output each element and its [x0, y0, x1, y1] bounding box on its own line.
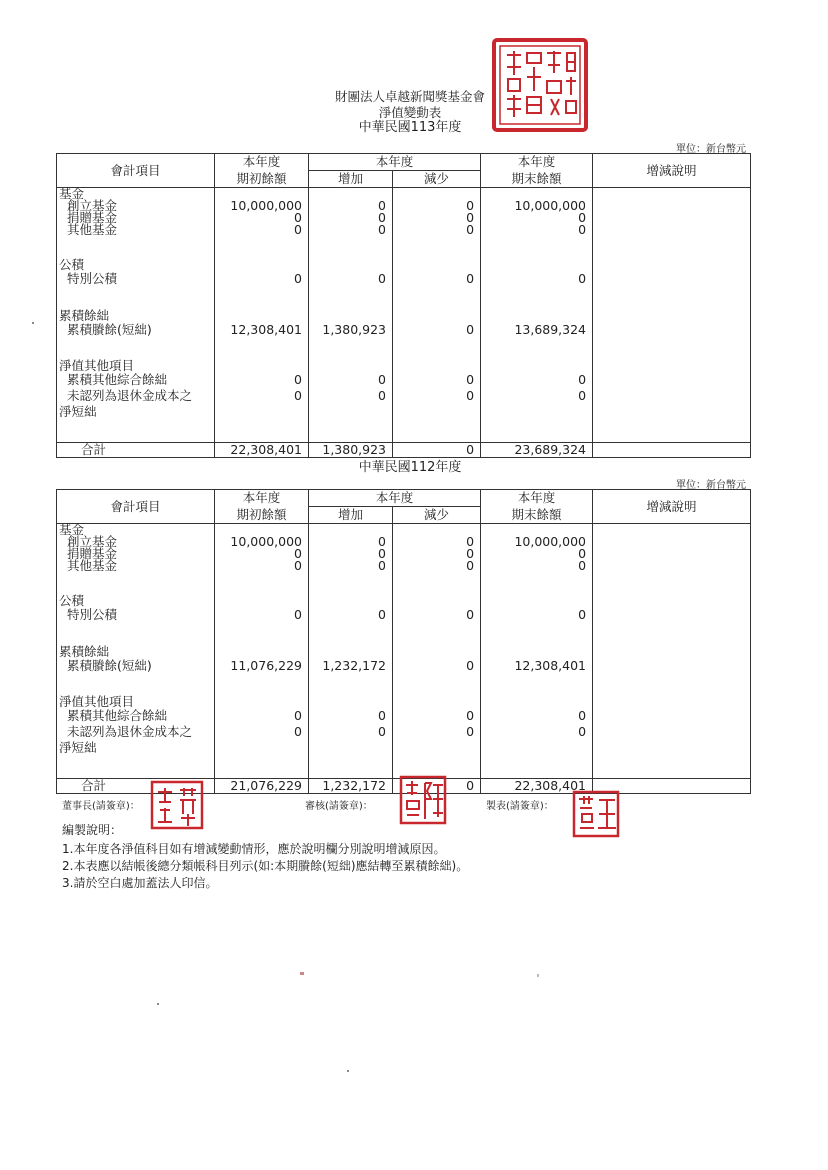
cell: 0 — [378, 724, 386, 739]
col-end-top: 本年度 — [481, 490, 593, 507]
total-cell: 23,689,324 — [481, 443, 593, 458]
label-other-comp: 累積其他綜合餘絀 — [67, 708, 168, 723]
cell: 0 — [378, 534, 386, 549]
label-pension-2: 淨短絀 — [59, 404, 97, 419]
label-surplus: 累積餘絀 — [59, 308, 110, 323]
total-cell: 22,308,401 — [481, 779, 593, 794]
col-item: 會計項目 — [57, 154, 215, 188]
cell: 0 — [294, 607, 302, 622]
unit-label: 單位：新台幣元 — [676, 144, 746, 155]
scan-speck — [300, 972, 304, 975]
chairman-signature-label: 董事長(請簽章)： — [62, 801, 140, 812]
begin-column — [215, 188, 309, 443]
preparer-signature-label: 製表(請簽章)： — [486, 801, 554, 812]
increase-column — [309, 524, 393, 779]
note-item: 3.請於空白處加蓋法人印信。 — [62, 876, 218, 890]
cell: 0 — [466, 558, 475, 573]
scan-speck — [347, 1070, 349, 1072]
preparation-notes — [62, 822, 468, 892]
cell: 0 — [294, 388, 302, 403]
end-column — [481, 188, 593, 443]
note-item: 2.本表應以結帳後總分類帳科目列示(如:本期賸餘(短絀)應結轉至累積餘絀)。 — [62, 859, 469, 873]
cell: 0 — [466, 322, 475, 337]
cell: 0 — [294, 222, 302, 237]
label-surplus-acc: 累積賸餘(短絀) — [67, 322, 152, 337]
label-other-equity: 淨值其他項目 — [59, 694, 135, 709]
cell: 0 — [578, 388, 587, 403]
label-fund: 基金 — [59, 186, 85, 201]
total-cell: 0 — [393, 779, 481, 794]
end-column — [481, 524, 593, 779]
col-increase: 增加 — [309, 507, 393, 524]
increase-column — [309, 188, 393, 443]
total-cell: 0 — [393, 443, 481, 458]
cell: 0 — [578, 708, 587, 723]
reviewer-signature-label: 審核(請簽章)： — [305, 801, 373, 812]
net-worth-table-112 — [56, 489, 751, 794]
total-cell: 1,380,923 — [309, 443, 393, 458]
col-change-top: 本年度 — [309, 154, 481, 171]
cell: 0 — [466, 388, 475, 403]
item-column — [57, 524, 215, 779]
label-reserve-special: 特別公積 — [67, 607, 118, 622]
label-fund-donated: 捐贈基金 — [67, 546, 118, 561]
cell: 0 — [466, 222, 475, 237]
total-cell: 21,076,229 — [215, 779, 309, 794]
cell: 0 — [378, 546, 386, 561]
label-other-comp: 累積其他綜合餘絀 — [67, 372, 168, 387]
item-column — [57, 188, 215, 443]
label-fund-founding: 創立基金 — [67, 198, 118, 213]
total-cell: 1,232,172 — [309, 779, 393, 794]
cell: 0 — [466, 546, 475, 561]
cell: 10,000,000 — [514, 198, 587, 213]
total-label: 合計 — [57, 779, 215, 794]
cell: 10,000,000 — [230, 198, 302, 213]
cell: 0 — [378, 372, 386, 387]
label-fund: 基金 — [59, 522, 85, 537]
scan-speck — [537, 974, 539, 977]
notes-heading: 編製說明： — [62, 823, 123, 837]
label-surplus-acc: 累積賸餘(短絀) — [67, 658, 152, 673]
cell: 13,689,324 — [514, 322, 587, 337]
label-reserve: 公積 — [59, 257, 85, 272]
cell: 0 — [578, 271, 587, 286]
cell: 0 — [294, 210, 302, 225]
cell: 0 — [578, 210, 587, 225]
cell: 0 — [466, 724, 475, 739]
cell: 0 — [466, 271, 475, 286]
cell: 10,000,000 — [230, 534, 302, 549]
col-decrease: 減少 — [393, 171, 481, 188]
col-begin-bottom: 期初餘額 — [215, 171, 309, 188]
label-other-equity: 淨值其他項目 — [59, 358, 135, 373]
cell: 0 — [294, 724, 302, 739]
cell: 0 — [578, 546, 587, 561]
col-change-top: 本年度 — [309, 490, 481, 507]
report-title: 淨值變動表 — [378, 105, 442, 120]
col-end-top: 本年度 — [481, 154, 593, 171]
begin-column — [215, 524, 309, 779]
label-pension-2: 淨短絀 — [59, 740, 97, 755]
cell: 0 — [378, 210, 386, 225]
col-begin-top: 本年度 — [215, 490, 309, 507]
col-increase: 增加 — [309, 171, 393, 188]
unit-label: 單位：新台幣元 — [676, 480, 746, 491]
cell: 0 — [378, 708, 386, 723]
cell: 0 — [578, 724, 587, 739]
col-remark: 增減說明 — [593, 490, 751, 524]
label-fund-founding: 創立基金 — [67, 534, 118, 549]
col-item: 會計項目 — [57, 490, 215, 524]
cell: 0 — [378, 388, 386, 403]
total-label: 合計 — [57, 443, 215, 458]
cell: 0 — [466, 607, 475, 622]
cell: 11,076,229 — [230, 658, 302, 673]
cell: 0 — [578, 607, 587, 622]
cell: 0 — [378, 271, 386, 286]
cell: 0 — [378, 198, 386, 213]
decrease-column — [393, 524, 481, 779]
cell: 0 — [466, 708, 475, 723]
remark-column — [593, 524, 751, 779]
label-fund-other: 其他基金 — [67, 558, 118, 573]
label-fund-other: 其他基金 — [67, 222, 118, 237]
cell: 0 — [294, 558, 302, 573]
year-title-112: 中華民國112年度 — [358, 460, 462, 475]
cell: 0 — [466, 198, 475, 213]
cell: 0 — [294, 546, 302, 561]
col-begin-top: 本年度 — [215, 154, 309, 171]
scan-speck — [32, 322, 34, 324]
reviewer-seal — [399, 775, 447, 825]
cell: 0 — [378, 222, 386, 237]
cell: 0 — [466, 534, 475, 549]
cell: 0 — [466, 210, 475, 225]
col-begin-bottom: 期初餘額 — [215, 507, 309, 524]
cell: 0 — [294, 372, 302, 387]
col-end-bottom: 期末餘額 — [481, 507, 593, 524]
preparer-seal — [572, 790, 620, 838]
col-decrease: 減少 — [393, 507, 481, 524]
net-worth-table-113 — [56, 153, 751, 458]
cell: 12,308,401 — [514, 658, 587, 673]
cell: 1,232,172 — [322, 658, 386, 673]
cell: 0 — [578, 372, 587, 387]
label-fund-donated: 捐贈基金 — [67, 210, 118, 225]
total-remark — [593, 443, 751, 458]
cell: 0 — [466, 658, 475, 673]
scan-speck — [157, 1003, 159, 1005]
cell: 0 — [378, 607, 386, 622]
cell: 0 — [578, 222, 587, 237]
cell: 0 — [294, 708, 302, 723]
org-title: 財團法人卓越新聞獎基金會 — [334, 89, 485, 104]
cell: 0 — [294, 271, 302, 286]
label-pension-1: 未認列為退休金成本之 — [67, 388, 193, 403]
cell: 0 — [378, 558, 386, 573]
cell: 0 — [578, 558, 587, 573]
col-end-bottom: 期末餘額 — [481, 171, 593, 188]
year-title-113: 中華民國113年度 — [358, 120, 462, 135]
note-item: 1.本年度各淨值科目如有增減變動情形，應於說明欄分別說明增減原因。 — [62, 842, 446, 856]
label-pension-1: 未認列為退休金成本之 — [67, 724, 193, 739]
remark-column — [593, 188, 751, 443]
cell: 12,308,401 — [230, 322, 302, 337]
cell: 1,380,923 — [322, 322, 386, 337]
col-remark: 增減說明 — [593, 154, 751, 188]
decrease-column — [393, 188, 481, 443]
label-surplus: 累積餘絀 — [59, 644, 110, 659]
label-reserve-special: 特別公積 — [67, 271, 118, 286]
cell: 10,000,000 — [514, 534, 587, 549]
total-cell: 22,308,401 — [215, 443, 309, 458]
label-reserve: 公積 — [59, 593, 85, 608]
cell: 0 — [466, 372, 475, 387]
